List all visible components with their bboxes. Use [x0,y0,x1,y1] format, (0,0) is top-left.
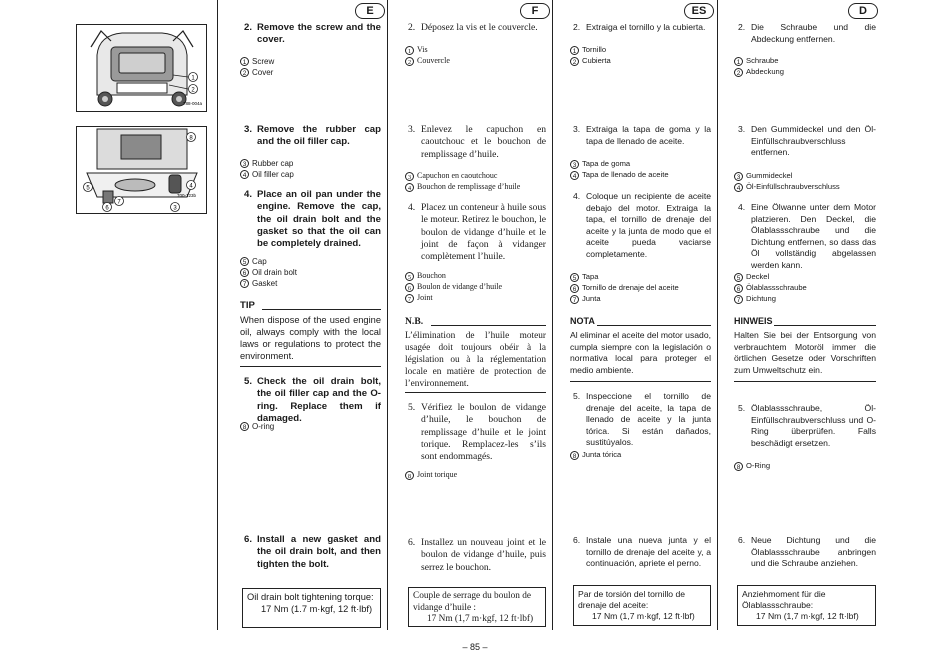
f-torque-title: Couple de serrage du boulon de vidange d’huile : [413,591,531,613]
d-note-line-top [774,325,876,326]
d-step-4: 4. Eine Ölwanne unter dem Motor platzieren. Den Deckel, die Ölablassschraube und die Dichtung entfernen, so dass das Öl vollständig abgelassen werden kann. [738,202,876,270]
e-torque-box [242,588,381,628]
e-note-title: TIP [240,300,255,311]
fig2-code: 700-123b [177,193,197,198]
oil-drain-illustration [77,127,206,213]
fig2-callout-8: 8 [189,135,193,142]
fig2-callout-7: 7 [117,199,121,206]
e-step-4: 4. Place an oil pan under the engine. Remove the cap, the oil drain bolt and the gasket so that the oil can be completely drained. [244,189,381,250]
es-note-line-top [597,325,711,326]
d-step-3: 3. Den Gummideckel und den Öl-Einfüllschraubverschluss entfernen. [738,124,876,158]
f-note-line-top [431,325,546,326]
lang-badge-f: F [520,3,550,19]
es-note-text: Al eliminar el aceite del motor usado, cumpla siempre con la legislación o normativa local para proteger el medio ambiente. [570,330,711,375]
fig2-callout-6: 6 [105,205,109,212]
figure-oil-drain [76,126,207,214]
es-legend-3: 3 Tapa de goma 4 Tapa de llenado de aceite [570,158,669,180]
es-legend-4: 5 Tapa 6 Tornillo de drenaje del aceite 7 Junta [570,271,679,304]
f-step-5: 5. Vérifiez le boulon de vidange d’huile, le bouchon de remplissage d’huile et le joint torique. Remplacez-les s’ils sont endommagés. [408,402,546,463]
es-legend-5: 8 Junta tórica [570,449,621,460]
fig2-callout-3: 3 [173,205,177,212]
d-legend-3: 3 Gummideckel 4 Öl-Einfüllschraubverschluss [734,170,840,192]
generator-cover-illustration [77,25,206,111]
fig1-callout-2: 2 [191,87,195,94]
f-step-4: 4. Placez un conteneur à huile sous le moteur. Retirez le bouchon, le boulon de vidange d’huile et le joint de façon à vidanger complètement l’huile. [408,202,546,263]
es-step-5: 5. Inspeccione el tornillo de drenaje del aceite, la tapa de llenado de aceite y la junta tórica. Si están dañados, sustitúyalos. [573,391,711,448]
es-torque-value: 17 Nm (1,7 m·kgf, 12 ft·lbf) [592,611,695,622]
f-legend-2: 1 Vis 2 Couvercle [405,44,450,66]
lang-badge-d: D [848,3,878,19]
e-step-3: 3. Remove the rubber cap and the oil filler cap. [244,124,381,148]
es-legend-2: 1 Tornillo 2 Cubierta [570,44,611,66]
f-step-3: 3. Enlevez le capuchon en caoutchouc et le bouchon de remplissage d’huile. [408,124,546,160]
fig2-callout-5: 5 [86,185,90,192]
d-torque-value: 17 Nm (1,7 m·kgf, 12 ft·lbf) [756,611,859,622]
d-legend-4: 5 Deckel 6 Ölablassschraube 7 Dichtung [734,271,807,304]
d-step-2: 2. Die Schraube und die Abdeckung entfernen. [738,22,876,44]
d-note-title: HINWEIS [734,316,773,326]
d-note-text: Halten Sie bei der Entsorgung von verbrauchtem Motoröl immer die örtlichen Gesetze oder Vorschriften zum Umweltschutz ein. [734,330,876,375]
es-step-2: 2. Extraiga el tornillo y la cubierta. [573,22,706,32]
d-step-5: 5. Ölablassschraube, Öl-Einfüllschraubverschluss und O-Ring überprüfen. Falls beschädigt ersetzen. [738,403,876,448]
e-legend-3: 3 Rubber cap 4 Oil filler cap [240,158,294,180]
fig1-callout-1: 1 [191,75,195,82]
es-torque-title: Par de torsión del tornillo de drenaje del aceite: [578,589,686,611]
lang-badge-es: ES [684,3,714,19]
page-number: – 85 – [462,642,488,652]
figure-generator-cover [76,24,207,112]
f-step-6: 6. Installez un nouveau joint et le boulon de vidange d’huile, puis serrez le bouchon. [408,537,546,573]
e-note-line-top [262,309,381,310]
fig2-callout-4: 4 [189,183,193,190]
f-torque-value: 17 Nm (1,7 m·kgf, 12 ft·lbf) [427,614,534,624]
d-legend-5: 8 O-Ring [734,460,770,471]
fig1-code: 788-004a [183,101,203,106]
f-torque-box [408,587,546,627]
lang-badge-e: E [355,3,385,19]
e-legend-4: 5 Cap 6 Oil drain bolt 7 Gasket [240,256,297,289]
f-step-2: 2. Déposez la vis et le couvercle. [408,22,538,33]
d-torque-title: Anziehmoment für die Ölablassschraube: [742,589,826,611]
e-step-6: 6. Install a new gasket and the oil drain bolt, and then tighten the bolt. [244,534,381,570]
es-step-6: 6. Instale una nueva junta y el tornillo de drenaje del aceite y, a continuación, apriete el perno. [573,535,711,569]
es-step-4: 4. Coloque un recipiente de aceite debajo del motor. Extraiga la tapa, el tornillo de drenaje del aceite y la junta de modo que el aceite pueda vaciarse completamente. [573,191,711,259]
d-torque-box [737,585,876,626]
es-note-line-bottom [570,381,711,382]
e-note-line-bottom [240,366,381,367]
f-note-line-bottom [405,392,546,393]
es-step-3: 3. Extraiga la tapa de goma y la tapa de llenado de aceite. [573,124,711,146]
e-note-text: When dispose of the used engine oil, always comply with the local laws or regulations to protect the environment. [240,315,381,361]
f-note-text: L’élimination de l’huile moteur usagée doit toujours obéir à la législation ou à la réglementation locale en matière de protection de l’environnement. [405,331,546,389]
es-torque-box [573,585,711,626]
e-step-5: 5. Check the oil drain bolt, the oil filler cap and the O-ring. Replace them if damaged. [244,376,381,424]
d-legend-2: 1 Schraube 2 Abdeckung [734,55,784,77]
f-legend-5: 8 Joint torique [405,469,457,480]
e-torque-title: Oil drain bolt tightening torque: [247,592,374,602]
f-legend-3: 3 Capuchon en caoutchouc 4 Bouchon de remplissage d’huile [405,170,520,192]
e-legend-5: 8 O-ring [240,421,274,432]
f-legend-4: 5 Bouchon 6 Boulon de vidange d’huile 7 Joint [405,270,502,303]
e-legend-2: 1 Screw 2 Cover [240,56,274,78]
d-note-line-bottom [734,381,876,382]
e-step-2: 2. Remove the screw and the cover. [244,22,381,46]
es-note-title: NOTA [570,316,595,326]
e-torque-value: 17 Nm (1.7 m·kgf, 12 ft·lbf) [261,603,373,614]
f-note-title: N.B. [405,316,424,327]
d-step-6: 6. Neue Dichtung und die Ölablassschraube anbringen und die Schraube anziehen. [738,535,876,569]
